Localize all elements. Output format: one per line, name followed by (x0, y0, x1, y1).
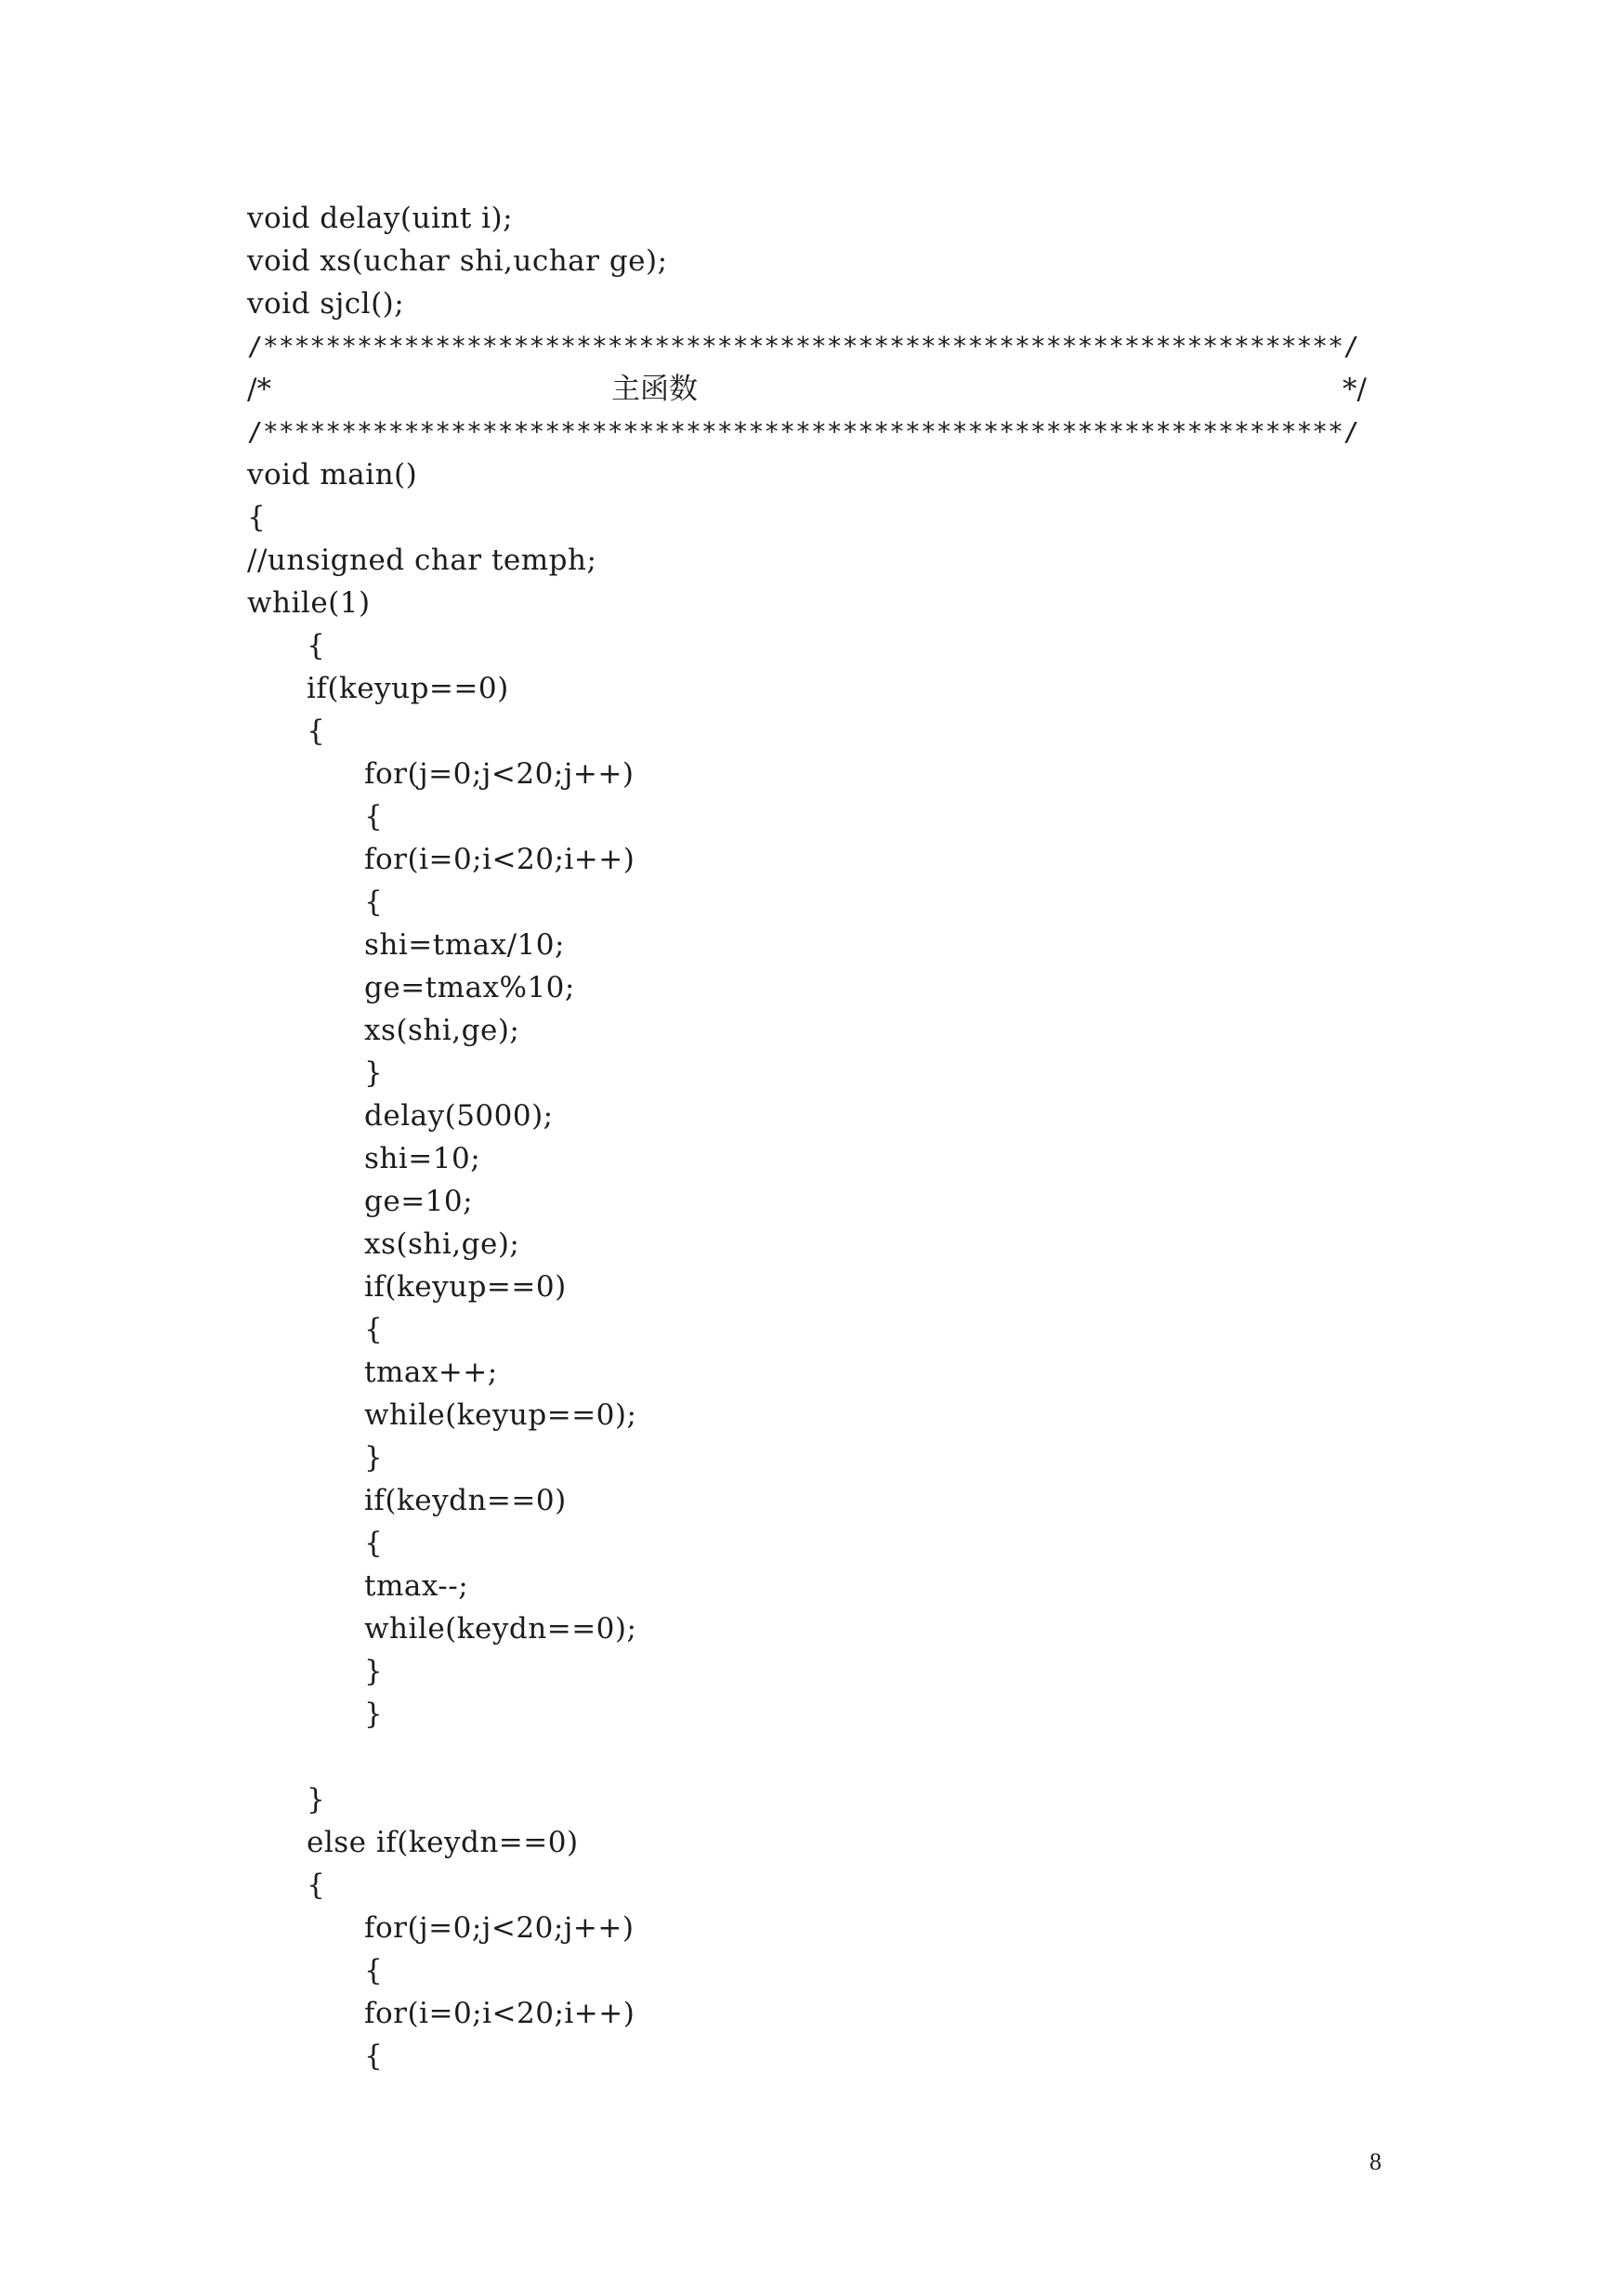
comment-banner-bottom: /*********************************************************************/ (247, 416, 1359, 447)
code-line-tmax-decrement: tmax--; (364, 1569, 469, 1603)
code-line-xs-call-2: xs(shi,ge); (364, 1227, 520, 1261)
comment-banner-title (247, 368, 1367, 411)
code-line-delay-call: delay(5000); (364, 1099, 554, 1133)
code-line-xs-call-1: xs(shi,ge); (364, 1014, 520, 1047)
code-line-for-i-2: for(i=0;i<20;i++) (364, 1997, 635, 2030)
code-line-inner-if-keydn: if(keydn==0) (364, 1484, 567, 1517)
code-line-decl-xs: void xs(uchar shi,uchar ge); (247, 244, 668, 278)
code-line-for-i-1: for(i=0;i<20;i++) (364, 843, 635, 876)
code-line-main-signature: void main() (247, 458, 418, 492)
code-line-shi-assign-1: shi=tmax/10; (364, 928, 565, 962)
code-line-for-j-1-open-brace: { (364, 800, 384, 833)
blank-line (247, 1736, 1381, 1778)
code-line-inner-if-keyup-open-brace: { (364, 1313, 384, 1346)
code-line-for-i-1-close-brace: } (364, 1056, 384, 1090)
code-line-while-1: while(1) (247, 586, 371, 620)
code-line-for-i-1-open-brace: { (364, 885, 384, 919)
code-line-for-j-1-close-brace: } (364, 1698, 384, 1731)
section-title: 主函数 (611, 373, 698, 406)
code-line-decl-sjcl: void sjcl(); (247, 287, 405, 321)
comment-banner-top: /*********************************************************************/ (247, 331, 1359, 361)
page-number: 8 (1369, 2148, 1382, 2175)
code-line-for-j-1: for(j=0;j<20;j++) (364, 757, 635, 791)
code-line-else-if-keydn: else if(keydn==0) (307, 1826, 579, 1859)
code-line-inner-if-keyup-close-brace: } (364, 1441, 384, 1475)
code-line-comment-temph: //unsigned char temph; (247, 544, 597, 577)
code-line-else-if-open-brace: { (307, 1869, 326, 1902)
code-line-if-keyup-close-brace: } (307, 1783, 326, 1816)
code-line-shi-10: shi=10; (364, 1142, 481, 1175)
code-line-main-open-brace: { (247, 501, 267, 534)
code-line-inner-if-keyup: if(keyup==0) (364, 1270, 567, 1304)
code-line-while-open-brace: { (307, 629, 326, 662)
code-line-tmax-increment: tmax++; (364, 1356, 498, 1389)
code-line-for-j-2: for(j=0;j<20;j++) (364, 1911, 635, 1945)
code-line-if-keyup-open-brace: { (307, 715, 326, 748)
code-line-inner-if-keydn-close-brace: } (364, 1655, 384, 1688)
comment-open: /* (247, 373, 271, 406)
code-line-decl-delay: void delay(uint i); (247, 202, 514, 235)
code-listing (247, 197, 1381, 2078)
comment-close: */ (1342, 373, 1367, 406)
code-line-if-keyup: if(keyup==0) (307, 672, 509, 705)
code-line-ge-assign-1: ge=tmax%10; (364, 971, 575, 1004)
code-line-inner-if-keydn-open-brace: { (364, 1527, 384, 1560)
code-line-ge-10: ge=10; (364, 1185, 474, 1218)
code-line-for-i-2-open-brace: { (364, 2039, 384, 2073)
code-line-while-keydn: while(keydn==0); (364, 1612, 637, 1646)
code-line-while-keyup: while(keyup==0); (364, 1398, 637, 1432)
code-line-for-j-2-open-brace: { (364, 1954, 384, 1987)
